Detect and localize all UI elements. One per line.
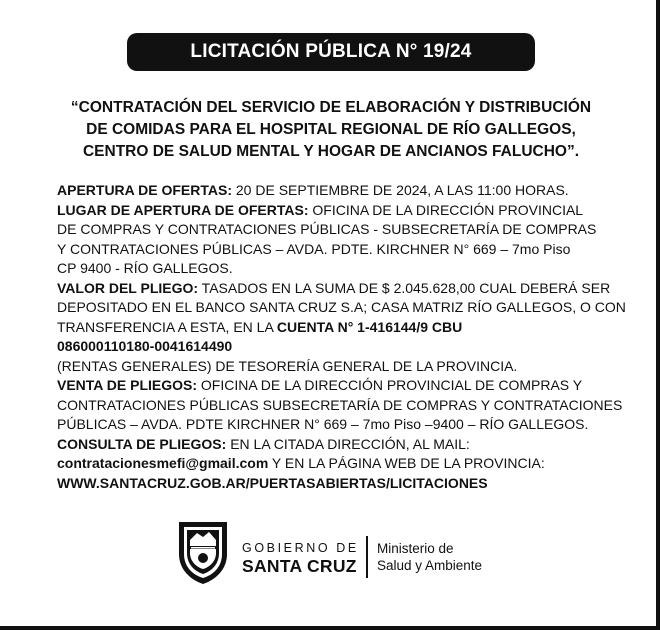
lugar-line: Y CONTRATACIONES PÚBLICAS – AVDA. PDTE. KIRCHNER N° 669 – 7mo Piso: [57, 240, 571, 257]
consulta-text: Y EN LA PÁGINA WEB DE LA PROVINCIA:: [268, 455, 545, 471]
venta-line: PÚBLICAS – AVDA. PDTE KIRCHNER N° 669 – 7mo Piso –9400 – RÍO GALLEGOS.: [57, 416, 589, 432]
cuenta-number: CUENTA N° 1-416144/9 CBU: [276, 318, 463, 335]
gobierno-de-text: GOBIERNO DE: [242, 541, 359, 555]
subject-line: “CONTRATACIÓN DEL SERVICIO DE ELABORACIÓN Y DISTRIBUCIÓN: [70, 99, 592, 116]
venta-line: CONTRATACIONES PÚBLICAS SUBSECRETARÍA DE COMPRAS Y CONTRATACIONES: [57, 396, 623, 413]
valor-line: [57, 318, 617, 338]
venta-value: OFICINA DE LA DIRECCIÓN PROVINCIAL DE COMPRAS Y: [197, 377, 583, 393]
details-block: [57, 181, 626, 493]
website-url[interactable]: WWW.SANTACRUZ.GOB.AR/PUERTASABIERTAS/LICITACIONES: [57, 474, 488, 491]
lugar-line: [57, 201, 617, 221]
venta-label: VENTA DE PLIEGOS:: [57, 377, 198, 393]
subject-line: CENTRO DE SALUD MENTAL Y HOGAR DE ANCIANOS FALUCHO”.: [82, 143, 580, 160]
provincial-coat-of-arms-icon: [175, 520, 231, 586]
title-banner: [127, 33, 535, 71]
lugar-line: CP 9400 - RÍO GALLEGOS.: [57, 260, 233, 276]
subject-line: DE COMIDAS PARA EL HOSPITAL REGIONAL DE RÍO GALLEGOS,: [86, 121, 576, 138]
apertura-value: 20 DE SEPTIEMBRE DE 2024, A LAS 11:00 HORAS.: [232, 182, 569, 198]
apertura-label: APERTURA DE OFERTAS:: [57, 182, 232, 198]
footer-logos: [0, 520, 662, 590]
valor-text: TRANSFERENCIA A ESTA, EN LA: [57, 318, 277, 335]
valor-line: DEPOSITADO EN EL BANCO SANTA CRUZ S.A; CASA MATRIZ RÍO GALLEGOS, O CON: [57, 299, 626, 315]
ministerio-text: Ministerio de: [377, 541, 454, 556]
subject-block: [40, 97, 622, 163]
santa-cruz-text: SANTA CRUZ: [242, 556, 357, 576]
lugar-value: OFICINA DE LA DIRECCIÓN PROVINCIAL: [308, 201, 584, 218]
venta-line: [57, 376, 617, 396]
valor-line: [57, 279, 617, 299]
contact-email[interactable]: contratacionesmefi@gmail.com: [57, 455, 269, 471]
logo-divider: [366, 536, 368, 578]
consulta-value: EN LA CITADA DIRECCIÓN, AL MAIL:: [226, 435, 470, 452]
consulta-label: CONSULTA DE PLIEGOS:: [57, 435, 227, 452]
cbu-number: 086000110180-0041614490: [57, 338, 233, 354]
valor-value: TASADOS EN LA SUMA DE $ 2.045.628,00 CUAL DEBERÁ SER: [198, 279, 611, 296]
valor-label: VALOR DEL PLIEGO:: [57, 279, 199, 296]
consulta-line: [57, 454, 617, 474]
page-title: LICITACIÓN PÚBLICA N° 19/24: [190, 41, 472, 62]
lugar-line: DE COMPRAS Y CONTRATACIONES PÚBLICAS - SUBSECRETARÍA DE COMPRAS: [57, 221, 597, 237]
consulta-line: [57, 435, 617, 455]
valor-line: (RENTAS GENERALES) DE TESORERÍA GENERAL DE LA PROVINCIA.: [57, 357, 518, 374]
salud-ambiente-text: Salud y Ambiente: [377, 558, 483, 573]
apertura-line: [57, 181, 617, 201]
lugar-label: LUGAR DE APERTURA DE OFERTAS:: [57, 201, 309, 218]
